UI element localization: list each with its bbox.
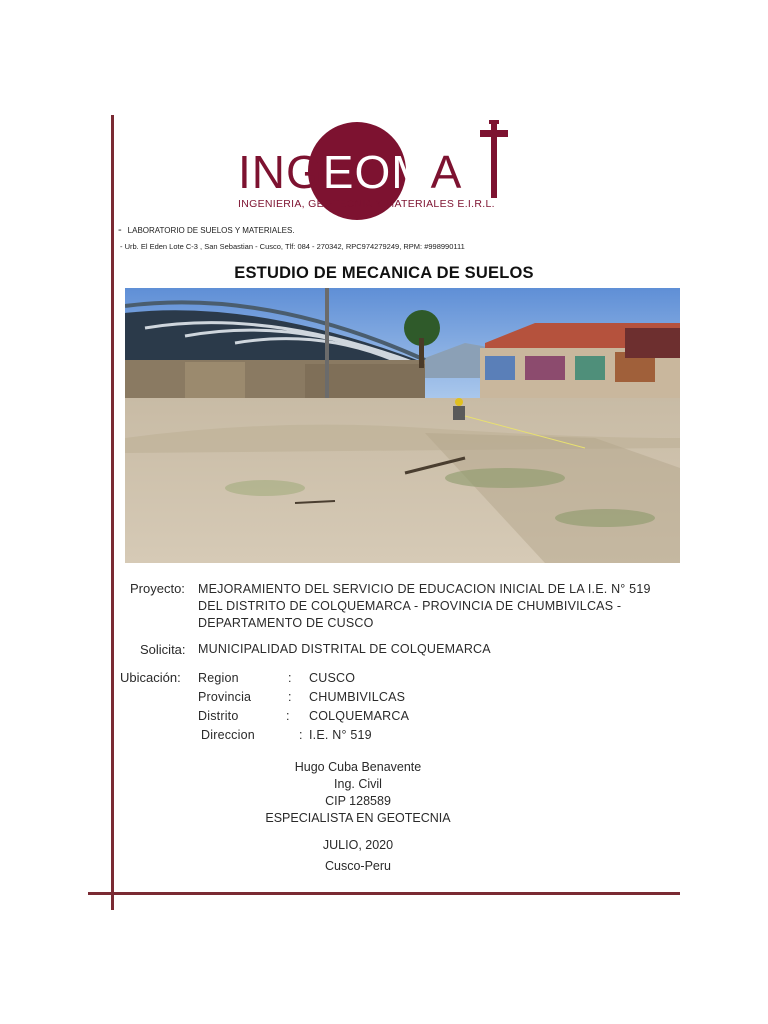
solicita-value: MUNICIPALIDAD DISTRITAL DE COLQUEMARCA: [198, 642, 491, 656]
logo-wordmark: INGEOMA: [238, 146, 463, 198]
document-date: JULIO, 2020: [322, 838, 394, 852]
author-name: Hugo Cuba Benavente: [294, 760, 422, 774]
ubicacion-colon: :: [299, 728, 303, 742]
address-line: - Urb. El Eden Lote C-3 , San Sebastian - Cusco, Tlf: 084 - 270342, RPC974279249, RPM: #998990111: [120, 242, 465, 251]
ubicacion-colon: :: [288, 671, 292, 685]
logo-tagline: INGENIERIA, GEOTECNIA Y MATERIALES E.I.R.L.: [238, 198, 495, 210]
left-margin-rule: [111, 115, 114, 910]
ubicacion-value-distrito: COLQUEMARCA: [309, 709, 410, 723]
proyecto-line-3: DEPARTAMENTO DE CUSCO: [198, 616, 374, 630]
ubicacion-key-direccion: Direccion: [201, 728, 255, 742]
ubicacion-key-provincia: Provincia: [198, 690, 252, 704]
company-logo: [230, 118, 530, 218]
lab-line: - LABORATORIO DE SUELOS Y MATERIALES.: [118, 224, 295, 236]
solicita-label: Solicita:: [140, 642, 186, 657]
document-place: Cusco-Peru: [325, 859, 391, 873]
proyecto-label: Proyecto:: [130, 581, 185, 596]
author-cip: CIP 128589: [325, 794, 391, 808]
pickaxe-icon: [480, 120, 508, 198]
ubicacion-key-distrito: Distrito: [198, 709, 239, 723]
proyecto-line-2: DEL DISTRITO DE COLQUEMARCA - PROVINCIA DE CHUMBIVILCAS -: [198, 599, 622, 613]
proyecto-line-1: MEJORAMIENTO DEL SERVICIO DE EDUCACION INICIAL DE LA I.E. N° 519: [198, 582, 651, 596]
ubicacion-colon: :: [286, 709, 290, 723]
ubicacion-value-region: CUSCO: [309, 671, 356, 685]
author-title: Ing. Civil: [334, 777, 382, 791]
ubicacion-value-direccion: I.E. N° 519: [309, 728, 372, 742]
author-specialty: ESPECIALISTA EN GEOTECNIA: [265, 811, 451, 825]
ubicacion-key-region: Region: [198, 671, 239, 685]
document-title: ESTUDIO DE MECANICA DE SUELOS: [234, 264, 534, 282]
ubicacion-colon: :: [288, 690, 292, 704]
ubicacion-value-provincia: CHUMBIVILCAS: [309, 690, 406, 704]
ubicacion-label: Ubicación:: [120, 670, 181, 685]
bottom-margin-rule: [88, 892, 680, 895]
site-photo: [125, 288, 680, 563]
